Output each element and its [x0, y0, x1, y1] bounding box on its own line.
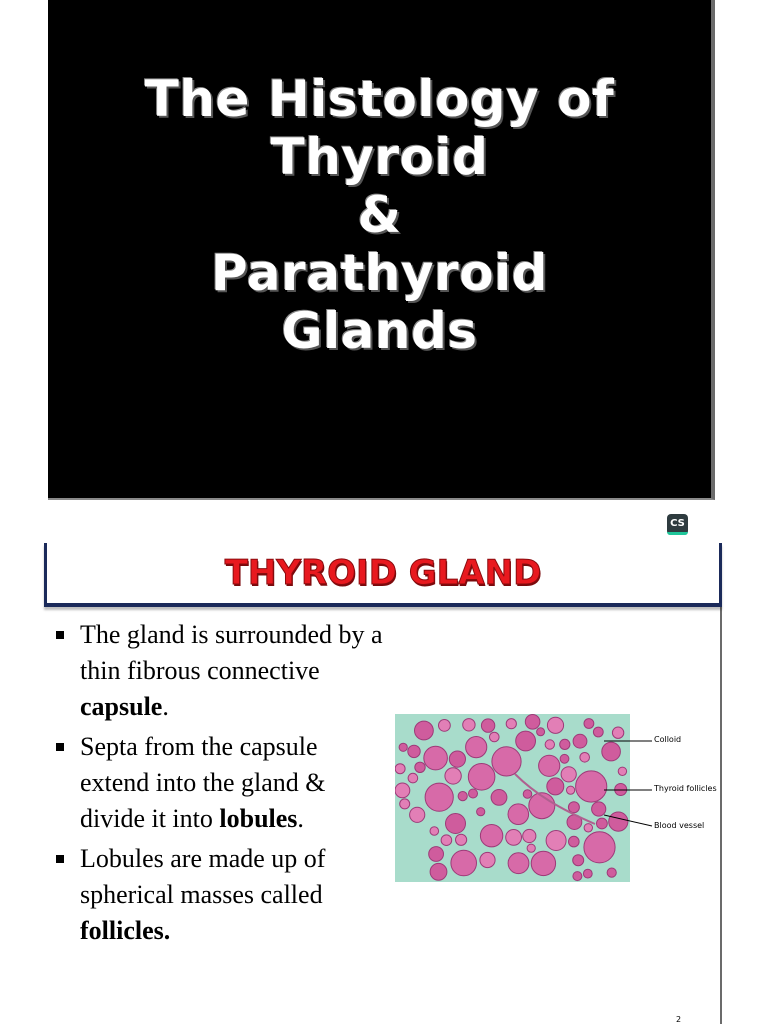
bullet-item — [52, 617, 392, 725]
follicle — [580, 753, 590, 763]
follicle — [567, 786, 575, 794]
title-line-4: Parathyroid — [211, 244, 548, 302]
follicle — [607, 868, 616, 877]
bullet-list — [52, 617, 392, 953]
bullet-text: . — [162, 692, 169, 721]
title-slide — [48, 0, 715, 500]
follicle — [480, 852, 495, 867]
follicle — [410, 807, 425, 822]
follicle — [408, 773, 418, 783]
follicle — [451, 850, 477, 876]
title-line-3: & — [357, 186, 402, 244]
follicle — [490, 732, 500, 742]
follicle — [477, 808, 485, 816]
bullet-square-icon — [56, 631, 64, 639]
follicle — [531, 851, 555, 875]
bullet-square-icon — [56, 743, 64, 751]
follicle — [424, 746, 448, 770]
bold-term: follicles. — [80, 916, 171, 945]
follicle — [523, 829, 536, 842]
label-thyroid-follicles: Thyroid follicles — [654, 784, 717, 793]
bullet-item — [52, 729, 392, 837]
follicle — [568, 802, 579, 813]
follicle — [527, 844, 535, 852]
follicle — [546, 831, 566, 851]
follicle — [446, 814, 466, 834]
follicle — [481, 719, 494, 732]
bullet-text: . — [297, 804, 304, 833]
title-line-2: Thyroid — [270, 128, 489, 186]
content-slide — [44, 543, 724, 1024]
follicle — [425, 783, 453, 811]
vessel-pointer — [604, 815, 652, 826]
follicle — [415, 721, 434, 740]
follicle — [439, 720, 451, 732]
follicle — [508, 804, 529, 825]
follicle — [506, 719, 516, 729]
follicle — [573, 855, 584, 866]
follicle — [430, 827, 439, 836]
follicle — [463, 719, 475, 731]
follicle — [516, 731, 536, 751]
bullet-text: Septa from the capsule extend into the gland & divide it into — [80, 732, 326, 833]
follicle — [399, 743, 407, 751]
follicle — [593, 727, 603, 737]
follicle — [583, 869, 592, 878]
follicle — [537, 728, 545, 736]
follicle — [525, 715, 540, 730]
slide-heading: THYROID GLAND — [224, 553, 542, 593]
follicle — [458, 792, 467, 801]
follicle — [430, 863, 447, 880]
follicle — [560, 739, 570, 749]
follicle — [508, 853, 529, 874]
slide-border — [720, 605, 722, 1024]
follicle — [584, 719, 594, 729]
follicle — [466, 737, 487, 758]
title-line-1: The Histology of — [144, 70, 615, 128]
follicle — [492, 747, 521, 776]
title-line-5: Glands — [281, 302, 478, 360]
follicle — [561, 767, 576, 782]
follicle — [449, 751, 465, 767]
follicle — [395, 783, 410, 798]
follicle — [468, 764, 495, 791]
follicle — [415, 762, 425, 772]
bullet-square-icon — [56, 855, 64, 863]
follicle — [408, 745, 420, 757]
follicle — [576, 771, 607, 802]
follicle — [469, 789, 478, 798]
label-blood-vessel: Blood vessel — [654, 821, 705, 830]
follicle — [441, 835, 452, 846]
slide-title-box — [44, 543, 722, 607]
bullet-item — [52, 841, 392, 949]
follicle — [491, 790, 507, 806]
bullet-text: The gland is surrounded by a thin fibrous connective — [80, 620, 383, 685]
bold-term: lobules — [219, 804, 298, 833]
follicle — [523, 790, 532, 799]
thyroid-micrograph — [395, 714, 630, 882]
follicle — [573, 872, 582, 881]
camscanner-logo-icon: CS — [667, 514, 688, 535]
follicle — [400, 799, 410, 809]
bullet-text: Lobules are made up of spherical masses called — [80, 844, 326, 909]
follicle — [429, 847, 444, 862]
bold-term: capsule — [80, 692, 163, 721]
follicle — [545, 740, 554, 749]
follicle — [445, 768, 461, 784]
follicle — [547, 717, 563, 733]
follicle — [569, 836, 580, 847]
follicle — [456, 834, 467, 845]
follicle — [584, 824, 592, 832]
follicle — [539, 755, 560, 776]
page-number: 2 — [676, 1015, 682, 1024]
follicle — [480, 825, 502, 847]
slide-title — [48, 70, 711, 360]
follicle — [560, 754, 569, 763]
follicle — [547, 778, 564, 795]
follicle — [506, 830, 522, 846]
follicle — [395, 764, 405, 774]
follicle — [573, 734, 587, 748]
label-colloid: Colloid — [654, 735, 682, 744]
